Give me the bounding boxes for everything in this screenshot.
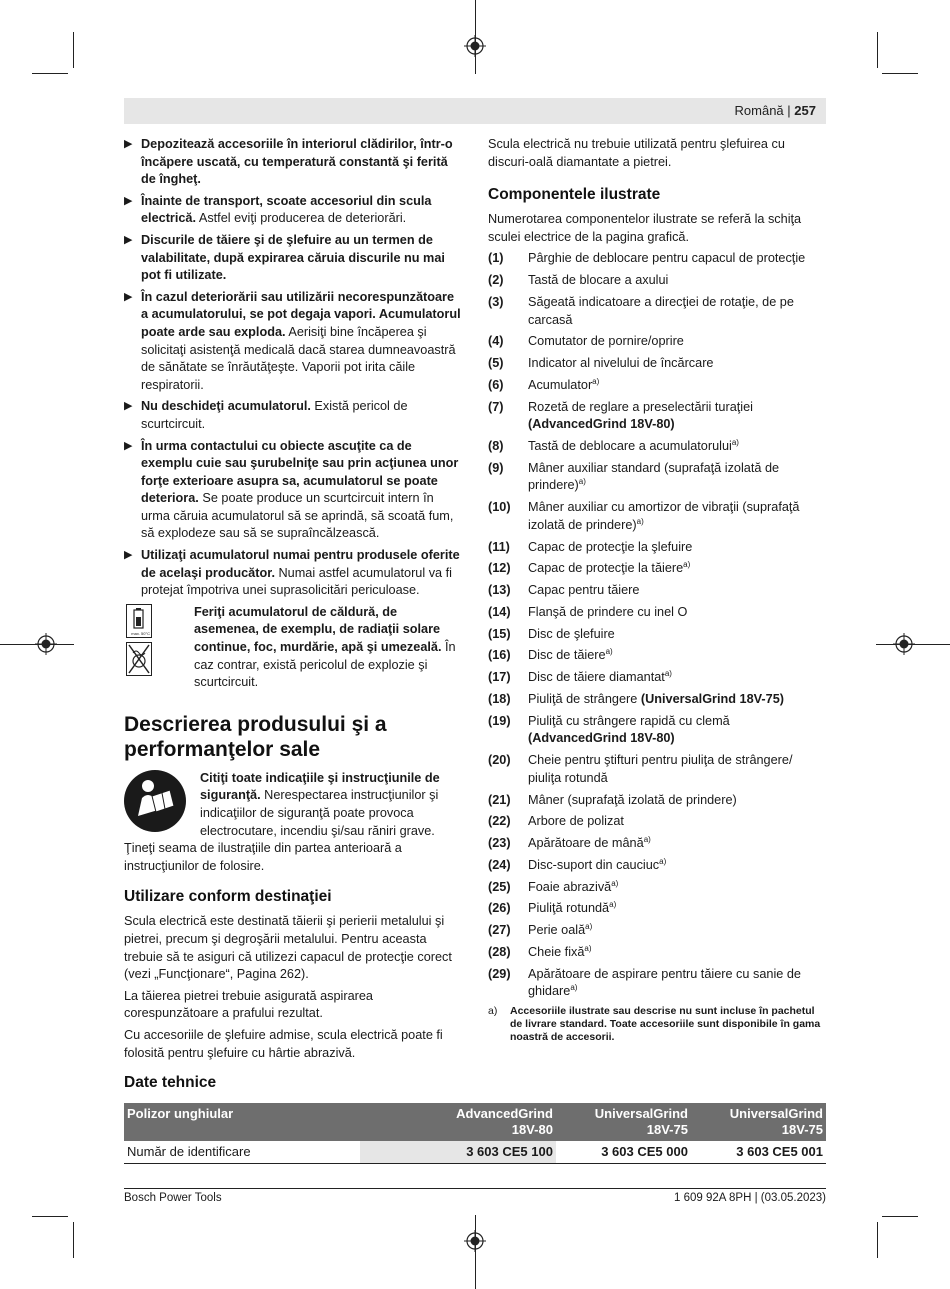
component-text xyxy=(528,272,826,290)
component-footnote-ref: a) xyxy=(664,669,672,679)
footnote-key: a) xyxy=(488,1005,498,1018)
component-number: (5) xyxy=(488,356,504,371)
component-text xyxy=(528,582,826,600)
component-label: Mâner auxiliar standard (suprafaţă izolată de prindere) xyxy=(528,460,780,493)
component-text xyxy=(528,499,826,534)
component-text xyxy=(528,713,826,748)
component-number: (13) xyxy=(488,583,511,598)
component-item xyxy=(488,377,826,395)
component-item xyxy=(488,460,826,495)
component-model: (UniversalGrind 18V-75) xyxy=(640,692,784,707)
bullet-text: Numai astfel acumulatorul va fi protejat împotriva unei suprasolicitări periculoase. xyxy=(141,565,452,598)
component-text xyxy=(528,460,826,495)
crop-mark xyxy=(32,73,68,74)
component-label: Piuliţă cu strângere rapidă cu clemă xyxy=(528,713,730,728)
registration-mark-icon xyxy=(464,1230,486,1252)
component-number: (17) xyxy=(488,670,511,685)
component-text xyxy=(528,857,826,875)
battery-heat-icon xyxy=(126,604,152,638)
bullet-arrow-icon: ▶ xyxy=(124,400,133,413)
component-item xyxy=(488,835,826,853)
bullet-bold: În cazul deteriorării sau utilizării necorespunzătoare a acumulatorului, se pot degaja vapori. Acumulatorul poate arde sau exploda. xyxy=(141,289,461,339)
bullet-bold: Discurile de tăiere şi de şlefuire au un termen de valabilitate, după expirarea căruia discurile nu mai pot fi utilizate. xyxy=(141,232,445,283)
component-number: (9) xyxy=(488,460,504,475)
component-label: Piuliţă rotundă xyxy=(528,901,610,916)
component-footnote-ref: a) xyxy=(611,878,619,888)
component-label: Foaie abrazivă xyxy=(528,879,612,894)
bullet-arrow-icon: ▶ xyxy=(124,233,133,246)
table-header-product: Polizor unghiular xyxy=(124,1103,360,1141)
component-number: (24) xyxy=(488,857,511,872)
safety-bullet xyxy=(124,398,464,433)
model-name: UniversalGrind xyxy=(594,1106,688,1121)
row-spacer-cell xyxy=(360,1141,416,1164)
component-item xyxy=(488,582,826,600)
model-version: 18V-75 xyxy=(646,1122,688,1137)
component-number: (10) xyxy=(488,500,511,515)
footer-brand: Bosch Power Tools xyxy=(124,1192,222,1204)
component-text xyxy=(528,879,826,897)
component-text xyxy=(528,539,826,557)
id-cell: 3 603 CE5 000 xyxy=(556,1141,691,1164)
component-number: (15) xyxy=(488,626,511,641)
crop-mark xyxy=(882,73,918,74)
component-item xyxy=(488,879,826,897)
component-model: (AdvancedGrind 18V-80) xyxy=(528,417,675,432)
component-text xyxy=(528,922,826,940)
component-text xyxy=(528,626,826,644)
component-label: Apărătoare de aspirare pentru tăiere cu sanie de ghidare xyxy=(528,966,801,999)
component-label: Acumulator xyxy=(528,377,593,392)
component-text xyxy=(528,438,826,456)
component-label: Disc de tăiere diamantat xyxy=(528,670,665,685)
component-footnote-ref: a) xyxy=(643,834,651,844)
component-number: (19) xyxy=(488,713,511,728)
component-item xyxy=(488,900,826,918)
bullet-bold: În urma contactului cu obiecte ascuţite ca de exemplu cuie sau şurubelniţe sau prin acţiunea unor forţe exterioare asupra sa, acumulatorul se poate deteriora. xyxy=(141,438,459,506)
component-label: Disc de tăiere xyxy=(528,648,606,663)
id-cell: 3 603 CE5 100 xyxy=(416,1141,556,1164)
crop-mark xyxy=(73,1222,74,1258)
component-label: Pârghie de deblocare pentru capacul de protecţie xyxy=(528,251,806,266)
component-number: (25) xyxy=(488,879,511,894)
row-label: Număr de identificare xyxy=(124,1141,360,1164)
safety-bullet xyxy=(124,232,464,285)
safety-bullet xyxy=(124,193,464,228)
component-text xyxy=(528,691,826,709)
component-item xyxy=(488,857,826,875)
components-intro: Numerotarea componentelor ilustrate se referă la schiţa sculei electrice de la pagina grafică. xyxy=(488,212,802,244)
component-label: Arbore de polizat xyxy=(528,814,624,829)
component-text xyxy=(528,900,826,918)
crop-mark xyxy=(32,1216,68,1217)
bullet-bold: Utilizaţi acumulatorul numai pentru produsele oferite de acelaşi producător. xyxy=(141,548,460,580)
component-label: Indicator al nivelului de încărcare xyxy=(528,356,714,371)
component-number: (8) xyxy=(488,439,504,454)
model-name: AdvancedGrind xyxy=(456,1106,553,1121)
component-number: (21) xyxy=(488,792,511,807)
component-label: Cheie pentru ştifturi pentru piuliţa de strângere/ piuliţa rotundă xyxy=(528,753,793,785)
bullet-bold: Depozitează accesoriile în interiorul clădirilor, într-o încăpere uscată, cu temperatură constantă şi ferită de îngheţ. xyxy=(141,137,453,187)
component-label: Comutator de pornire/oprire xyxy=(528,334,684,349)
bullet-arrow-icon: ▶ xyxy=(124,549,133,562)
tech-data-title: Date tehnice xyxy=(124,1074,217,1091)
component-number: (29) xyxy=(488,966,511,981)
read-instructions xyxy=(124,770,464,840)
header-language: Română xyxy=(734,103,784,118)
id-cell: 3 603 CE5 001 xyxy=(691,1141,826,1164)
heat-warning-bold: Feriţi acumulatorul de căldură, de asemenea, de exemplu, de radiaţii solare continue, foc, murdărie, apă şi umezeală. xyxy=(194,604,442,655)
read-instructions-bold: Citiţi toate indicaţiile şi instrucţiunile de siguranţă. xyxy=(200,770,440,803)
component-label: Tastă de blocare a axului xyxy=(528,273,669,288)
component-item xyxy=(488,691,826,709)
component-number: (16) xyxy=(488,648,511,663)
component-label: Capac de protecţie la tăiere xyxy=(528,561,684,576)
component-model: (AdvancedGrind 18V-80) xyxy=(528,731,675,746)
component-item xyxy=(488,604,826,622)
component-text xyxy=(528,966,826,1001)
heat-warning-text: În caz contrar, există pericolul de explozie şi scurtcircuit. xyxy=(194,640,456,690)
component-item xyxy=(488,713,826,748)
component-number: (27) xyxy=(488,923,511,938)
component-label: Rozetă de reglare a preselectării turaţiei xyxy=(528,399,753,414)
page-number: 257 xyxy=(794,103,816,118)
crop-mark xyxy=(877,1222,878,1258)
component-text xyxy=(528,944,826,962)
component-label: Disc de şlefuire xyxy=(528,626,615,641)
component-label: Flanşă de prindere cu inel O xyxy=(528,604,688,619)
crop-mark xyxy=(882,1216,918,1217)
table-header-model xyxy=(556,1103,691,1141)
model-version: 18V-80 xyxy=(511,1122,553,1137)
component-text xyxy=(528,294,826,329)
component-item xyxy=(488,250,826,268)
right-column xyxy=(488,136,826,1044)
component-number: (12) xyxy=(488,561,511,576)
component-item xyxy=(488,813,826,831)
component-text xyxy=(528,792,826,810)
intended-use-paragraph: Cu accesoriile de şlefuire admise, scula electrică poate fi folosită pentru şlefuire cu hârtie abrazivă. xyxy=(124,1027,443,1060)
component-number: (11) xyxy=(488,539,510,554)
component-number: (7) xyxy=(488,399,504,414)
no-water-fire-icon xyxy=(126,642,152,676)
tech-data-table xyxy=(124,1103,826,1164)
component-text xyxy=(528,355,826,373)
component-footnote-ref: a) xyxy=(585,922,593,932)
table-row xyxy=(124,1141,826,1164)
temp-label: max. 50°C xyxy=(131,630,150,636)
read-manual-icon xyxy=(124,770,186,832)
bullet-text: Astfel eviţi producerea de deteriorări. xyxy=(196,211,407,226)
registration-line xyxy=(475,1215,476,1289)
component-item xyxy=(488,272,826,290)
bullet-arrow-icon: ▶ xyxy=(124,194,133,207)
component-footnote-ref: a) xyxy=(609,900,617,910)
bullet-text: Aerisiţi bine încăperea şi solicitaţi asistenţă medicală dacă starea dumneavoastră de sănătate se înrăutăţeşte. Vaporii pot irita căile respiratorii. xyxy=(141,324,456,392)
component-item xyxy=(488,438,826,456)
page-header xyxy=(124,98,826,124)
component-number: (2) xyxy=(488,273,504,288)
component-footnote-ref: a) xyxy=(570,983,578,993)
component-footnote-ref: a) xyxy=(731,437,739,447)
component-text xyxy=(528,560,826,578)
illustrations-note: Ţineţi seama de ilustraţiile din partea anterioară a instrucţiunilor de folosire. xyxy=(124,841,402,873)
component-label: Săgeată indicatoare a direcţiei de rotaţie, de pe carcasă xyxy=(528,294,794,327)
bullet-arrow-icon: ▶ xyxy=(124,138,133,150)
component-number: (26) xyxy=(488,901,511,916)
component-text xyxy=(528,250,826,268)
safety-bullet xyxy=(124,547,464,600)
component-label: Mâner (suprafaţă izolată de prindere) xyxy=(528,792,737,807)
component-footnote-ref: a) xyxy=(636,516,644,526)
component-item xyxy=(488,539,826,557)
component-number: (28) xyxy=(488,945,511,960)
component-text xyxy=(528,647,826,665)
component-label: Disc-suport din cauciuc xyxy=(528,857,660,872)
component-item xyxy=(488,752,826,787)
component-number: (22) xyxy=(488,814,511,829)
model-name: UniversalGrind xyxy=(729,1106,823,1121)
component-item xyxy=(488,669,826,687)
component-item xyxy=(488,922,826,940)
component-number: (20) xyxy=(488,753,511,768)
footnote-text: Accesoriile ilustrate sau descrise nu sunt incluse în pachetul de livrare standard. Toate accesoriile sunt disponibile în gama noastră de accesorii. xyxy=(510,1005,821,1044)
component-number: (18) xyxy=(488,692,511,707)
model-version: 18V-75 xyxy=(781,1122,823,1137)
component-number: (14) xyxy=(488,604,511,619)
section-title: Descrierea produsului şi a performanţelor sale xyxy=(124,712,387,761)
component-label: Perie oală xyxy=(528,923,586,938)
safety-bullet xyxy=(124,136,464,189)
component-text xyxy=(528,669,826,687)
component-item xyxy=(488,966,826,1001)
component-number: (1) xyxy=(488,251,504,266)
component-number: (23) xyxy=(488,836,511,851)
component-text xyxy=(528,752,826,787)
read-instructions-text: Nerespectarea instrucţiunilor şi indicaţiilor de siguranţă poate provoca electrocutare, incendiu şi/sau răniri grave. xyxy=(200,788,439,838)
component-number: (3) xyxy=(488,294,504,309)
header-text xyxy=(735,103,816,118)
component-label: Mâner auxiliar cu amortizor de vibraţii (suprafaţă izolată de prindere) xyxy=(528,500,800,532)
safety-bullet xyxy=(124,438,464,544)
registration-mark-icon xyxy=(893,633,915,655)
component-text xyxy=(528,835,826,853)
bullet-bold: Nu deschideţi acumulatorul. xyxy=(141,399,311,414)
component-number: (4) xyxy=(488,334,504,349)
component-item xyxy=(488,355,826,373)
components-title: Componentele ilustrate xyxy=(488,186,661,204)
component-item xyxy=(488,333,826,351)
component-text xyxy=(528,333,826,351)
heat-warning xyxy=(124,604,464,692)
component-number: (6) xyxy=(488,377,504,392)
component-text xyxy=(528,813,826,831)
component-footnote-ref: a) xyxy=(683,560,691,570)
component-label: Tastă de deblocare a acumulatorului xyxy=(528,439,732,454)
component-item xyxy=(488,626,826,644)
accessories-footnote xyxy=(488,1005,826,1044)
bullet-text: Există pericol de scurtcircuit. xyxy=(141,399,408,431)
intended-use-paragraph: Scula electrică este destinată tăierii şi perierii metalului şi pietrei, precum şi degroşării metalului. Pentru aceasta trebuie să te asiguri că utilizezi capacul de protecţie corect (vezi „Funcţionare“, Pagina 262). xyxy=(124,914,452,982)
header-separator: | xyxy=(787,103,791,118)
footer-divider xyxy=(124,1188,826,1189)
table-header-model xyxy=(691,1103,826,1141)
component-footnote-ref: a) xyxy=(605,647,613,657)
footer-doc-id: 1 609 92A 8PH | (03.05.2023) xyxy=(674,1192,826,1204)
safety-bullet xyxy=(124,289,464,395)
component-item xyxy=(488,647,826,665)
component-item xyxy=(488,792,826,810)
bullet-arrow-icon: ▶ xyxy=(124,290,133,303)
component-footnote-ref: a) xyxy=(578,477,586,487)
bullet-bold: Înainte de transport, scoate accesoriul din scula electrică. xyxy=(141,193,432,226)
components-list xyxy=(488,250,826,1001)
component-item xyxy=(488,560,826,578)
grinding-restriction: Scula electrică nu trebuie utilizată pentru şlefuirea cu discuri-oală diamantate a pietrei. xyxy=(488,137,785,169)
bullet-arrow-icon: ▶ xyxy=(124,439,133,452)
crop-mark xyxy=(73,32,74,68)
component-label: Capac pentru tăiere xyxy=(528,583,640,598)
table-header-model xyxy=(416,1103,556,1141)
bullet-text: Se poate produce un scurtcircuit intern în urma căruia acumulatorul să se aprindă, să scoată fum, să explodeze sau să se supraîncălzească. xyxy=(141,491,454,541)
intended-use-paragraph: La tăierea pietrei trebuie asigurată aspirarea corespunzătoare a prafului rezultat. xyxy=(124,988,373,1021)
component-text xyxy=(528,399,826,434)
crop-mark xyxy=(877,32,878,68)
component-footnote-ref: a) xyxy=(659,856,667,866)
table-header-spacer xyxy=(360,1103,416,1141)
registration-mark-icon xyxy=(35,633,57,655)
component-text xyxy=(528,377,826,395)
component-text xyxy=(528,604,826,622)
component-item xyxy=(488,944,826,962)
component-item xyxy=(488,499,826,534)
component-label: Piuliţă de strângere xyxy=(528,692,641,707)
component-item xyxy=(488,399,826,434)
component-item xyxy=(488,294,826,329)
table-header-row xyxy=(124,1103,826,1141)
component-label: Capac de protecţie la şlefuire xyxy=(528,539,693,554)
left-column xyxy=(124,136,464,1066)
component-label: Cheie fixă xyxy=(528,945,585,960)
registration-mark-icon xyxy=(464,35,486,57)
component-footnote-ref: a) xyxy=(584,943,592,953)
intended-use-title: Utilizare conform destinaţiei xyxy=(124,888,332,906)
component-label: Apărătoare de mână xyxy=(528,836,644,851)
component-footnote-ref: a) xyxy=(592,376,600,386)
